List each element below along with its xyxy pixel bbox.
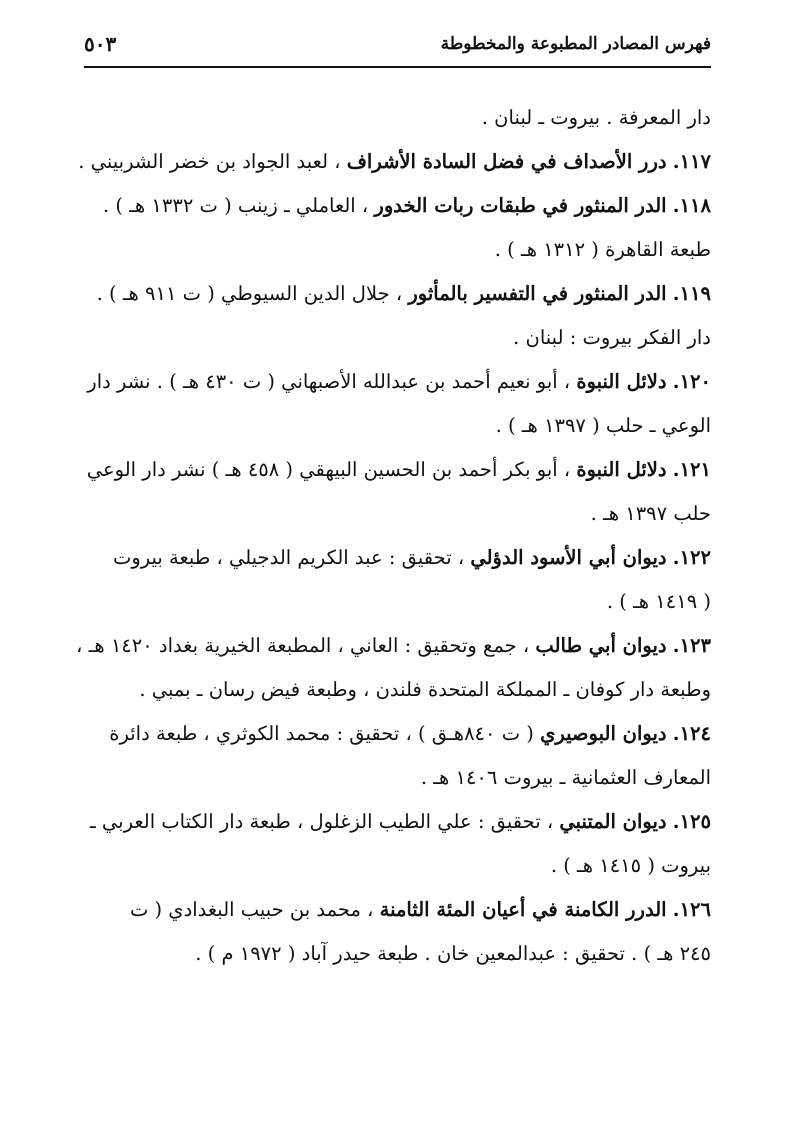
entry-title: الدر المنثور في طبقات ربات الخدور <box>374 194 667 217</box>
entry-text: ( ١٤١٩ هـ ) . <box>606 590 711 613</box>
entry-text: طبعة القاهرة ( ١٣١٢ هـ ) . <box>494 238 711 261</box>
entry-text: دار المعرفة . بيروت ـ لبنان . <box>481 106 711 129</box>
entry-title: ديوان البوصيري <box>540 722 667 745</box>
bibliography-continuation <box>84 96 711 140</box>
bibliography-continuation <box>84 492 711 536</box>
entry-text: ، أبو بكر أحمد بن الحسين البيهقي ( ٤٥٨ هـ ) نشر دار الوعي <box>86 458 571 481</box>
entry-number: ١٢٥. <box>672 810 711 833</box>
entry-number: ١٢١. <box>672 458 711 481</box>
bibliography-entry <box>84 448 711 492</box>
entry-number: ١١٧. <box>672 150 711 173</box>
entry-title: ديوان أبي طالب <box>535 634 667 657</box>
bibliography-continuation <box>84 668 711 712</box>
bibliography-list <box>76 96 711 976</box>
entry-text: وطبعة دار كوفان ـ المملكة المتحدة فلندن ، وطبعة فيض رسان ـ بمبي . <box>139 678 711 701</box>
entry-text: ، تحقيق : عبد الكريم الدجيلي ، طبعة بيروت <box>112 546 465 569</box>
entry-text: المعارف العثمانية ـ بيروت ١٤٠٦ هـ . <box>420 766 711 789</box>
entry-text: بيروت ( ١٤١٥ هـ ) . <box>550 854 711 877</box>
page-header <box>84 30 711 70</box>
entry-text: ، العاملي ـ زينب ( ت ١٣٣٢ هـ ) . <box>103 194 369 217</box>
entry-text: ، لعبد الجواد بن خضر الشربيني . <box>78 150 341 173</box>
bibliography-entry <box>84 888 711 932</box>
bibliography-entry <box>84 536 711 580</box>
bibliography-entry <box>84 272 711 316</box>
entry-text: ٢٤٥ هـ ) . تحقيق : عبدالمعين خان . طبعة حيدر آباد ( ١٩٧٢ م ) . <box>195 942 711 965</box>
entry-text: الوعي ـ حلب ( ١٣٩٧ هـ ) . <box>495 414 711 437</box>
bibliography-entry <box>78 140 711 184</box>
bibliography-continuation <box>84 756 711 800</box>
bibliography-continuation <box>84 404 711 448</box>
entry-number: ١٢٢. <box>672 546 711 569</box>
entry-title: ديوان أبي الأسود الدؤلي <box>470 546 667 569</box>
entry-text: ، جمع وتحقيق : العاني ، المطبعة الخيرية بغداد ١٤٢٠ هـ ، <box>76 634 530 657</box>
page-number: ٥٠٣ <box>84 32 117 56</box>
entry-title: الدر المنثور في التفسير بالمأثور <box>408 282 667 305</box>
entry-text: دار الفكر بيروت : لبنان . <box>513 326 711 349</box>
bibliography-entry <box>84 800 711 844</box>
bibliography-entry <box>76 624 711 668</box>
entry-text: ( ت ٨٤٠هـق ) ، تحقيق : محمد الكوثري ، طبعة دائرة <box>109 722 534 745</box>
bibliography-entry <box>84 184 711 228</box>
entry-number: ١٢٤. <box>672 722 711 745</box>
entry-number: ١٢٠. <box>672 370 711 393</box>
entry-title: الدرر الكامنة في أعيان المئة الثامنة <box>379 898 667 921</box>
entry-text: ، أبو نعيم أحمد بن عبدالله الأصبهاني ( ت ٤٣٠ هـ ) . نشر دار <box>87 370 571 393</box>
running-title: فهرس المصادر المطبوعة والمخطوطة <box>440 34 711 54</box>
entry-title: ديوان المتنبي <box>559 810 667 833</box>
entry-text: ، محمد بن حبيب البغدادي ( ت <box>129 898 374 921</box>
entry-title: درر الأصداف في فضل السادة الأشراف <box>346 150 667 173</box>
entry-number: ١١٨. <box>672 194 711 217</box>
bibliography-continuation <box>84 228 711 272</box>
entry-text: حلب ١٣٩٧ هـ . <box>590 502 711 525</box>
bibliography-continuation <box>84 580 711 624</box>
header-rule <box>84 66 711 68</box>
entry-title: دلائل النبوة <box>576 370 667 393</box>
bibliography-continuation <box>84 844 711 888</box>
entry-number: ١٢٣. <box>672 634 711 657</box>
bibliography-continuation <box>84 316 711 360</box>
bibliography-continuation <box>84 932 711 976</box>
entry-text: ، تحقيق : علي الطيب الزغلول ، طبعة دار الكتاب العربي ـ <box>90 810 554 833</box>
bibliography-entry <box>84 712 711 756</box>
entry-text: ، جلال الدين السيوطي ( ت ٩١١ هـ ) . <box>96 282 403 305</box>
bibliography-entry <box>84 360 711 404</box>
entry-title: دلائل النبوة <box>576 458 667 481</box>
entry-number: ١٢٦. <box>672 898 711 921</box>
entry-number: ١١٩. <box>672 282 711 305</box>
